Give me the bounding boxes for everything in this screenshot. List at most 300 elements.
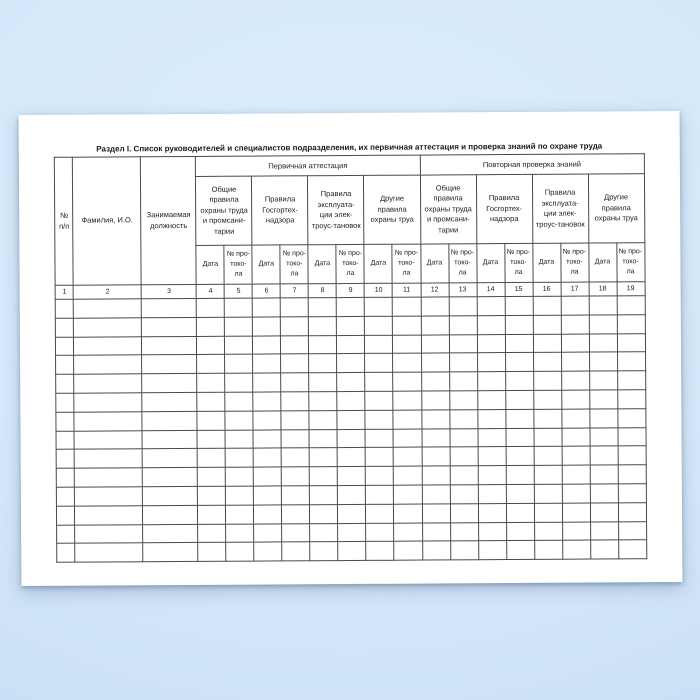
empty-cell xyxy=(478,485,506,504)
empty-cell xyxy=(143,505,198,524)
empty-cell xyxy=(617,333,645,352)
empty-cell xyxy=(366,485,394,504)
empty-cell xyxy=(393,353,421,372)
subheader-protocol-number: № про- токо- ла xyxy=(336,244,364,283)
empty-cell xyxy=(533,409,561,428)
empty-cell xyxy=(198,486,226,505)
empty-cell xyxy=(589,352,617,371)
empty-cell xyxy=(450,428,478,447)
empty-cell xyxy=(365,429,393,448)
empty-cell xyxy=(365,335,393,354)
empty-cell xyxy=(562,428,590,447)
empty-cell xyxy=(617,314,645,333)
category-header-gosgortekh: Правила Госгортех- надзора xyxy=(476,174,532,243)
empty-cell xyxy=(589,296,617,315)
empty-cell xyxy=(226,505,254,524)
empty-cell xyxy=(338,523,366,542)
empty-cell xyxy=(450,503,478,522)
subheader-protocol-number: № про- токо- ла xyxy=(616,243,644,282)
empty-cell xyxy=(505,390,533,409)
empty-cell xyxy=(143,468,198,487)
paper-sheet xyxy=(19,111,683,586)
empty-cell xyxy=(449,391,477,410)
empty-cell xyxy=(590,427,618,446)
empty-cell xyxy=(562,522,590,541)
empty-cell xyxy=(421,297,449,316)
empty-cell xyxy=(617,296,645,315)
empty-cell xyxy=(366,542,394,561)
empty-cell xyxy=(142,392,197,411)
column-header-surname: Фамилия, И.О. xyxy=(73,157,142,285)
empty-cell xyxy=(226,467,254,486)
empty-cell xyxy=(618,521,646,540)
empty-cell xyxy=(562,484,590,503)
empty-cell xyxy=(281,335,309,354)
subheader-protocol-number: № про- токо- ла xyxy=(280,245,308,284)
empty-cell xyxy=(282,467,310,486)
subheader-date: Дата xyxy=(476,244,504,283)
empty-cell xyxy=(505,315,533,334)
empty-cell xyxy=(226,524,254,543)
empty-cell xyxy=(366,504,394,523)
empty-cell xyxy=(197,430,225,449)
subheader-date: Дата xyxy=(196,245,224,284)
empty-cell xyxy=(74,318,142,337)
empty-cell xyxy=(449,334,477,353)
empty-cell xyxy=(75,449,143,468)
empty-cell xyxy=(422,522,450,541)
empty-cell xyxy=(337,410,365,429)
empty-cell xyxy=(310,504,338,523)
empty-cell xyxy=(57,506,75,525)
column-number-cell: 16 xyxy=(533,282,561,296)
empty-cell xyxy=(422,428,450,447)
empty-cell xyxy=(590,540,618,559)
empty-cell xyxy=(590,503,618,522)
empty-cell xyxy=(56,393,74,412)
empty-cell xyxy=(337,335,365,354)
empty-cell xyxy=(282,542,310,561)
subheader-protocol-number: № про- токо- ла xyxy=(504,243,532,282)
empty-cell xyxy=(617,371,645,390)
empty-cell xyxy=(310,467,338,486)
empty-cell xyxy=(142,374,197,393)
column-header-position: Занимаемая должность xyxy=(141,156,197,284)
empty-cell xyxy=(338,485,366,504)
empty-cell xyxy=(337,316,365,335)
empty-cell xyxy=(143,449,198,468)
empty-cell xyxy=(309,298,337,317)
empty-cell xyxy=(253,336,281,355)
empty-cell xyxy=(143,486,198,505)
category-header-other-rules: Другие правила охраны труа xyxy=(588,174,644,243)
empty-cell xyxy=(534,541,562,560)
column-number-cell: 2 xyxy=(74,285,142,299)
empty-cell xyxy=(225,373,253,392)
empty-cell xyxy=(309,335,337,354)
empty-cell xyxy=(533,315,561,334)
column-number-cell: 12 xyxy=(421,283,449,297)
empty-cell xyxy=(533,353,561,372)
empty-cell xyxy=(422,541,450,560)
empty-cell xyxy=(506,541,534,560)
group-header-repeat-check: Повторная проверка знаний xyxy=(420,154,644,175)
category-header-gosgortekh: Правила Госгортех- надзора xyxy=(252,176,308,245)
empty-cell xyxy=(310,486,338,505)
column-number-cell: 6 xyxy=(253,284,281,298)
empty-cell xyxy=(74,374,142,393)
empty-cell xyxy=(253,298,281,317)
empty-cell xyxy=(142,411,197,430)
empty-cell xyxy=(421,316,449,335)
empty-cell xyxy=(337,373,365,392)
subheader-date: Дата xyxy=(588,243,616,282)
column-number-cell: 18 xyxy=(589,282,617,296)
empty-cell xyxy=(562,446,590,465)
empty-cell xyxy=(254,467,282,486)
empty-cell xyxy=(75,524,143,543)
empty-cell xyxy=(366,448,394,467)
empty-cell xyxy=(477,353,505,372)
empty-cell xyxy=(366,466,394,485)
empty-cell xyxy=(337,429,365,448)
empty-cell xyxy=(142,430,197,449)
empty-cell xyxy=(506,522,534,541)
empty-cell xyxy=(618,502,646,521)
empty-cell xyxy=(617,390,645,409)
empty-cell xyxy=(394,447,422,466)
empty-cell xyxy=(197,373,225,392)
empty-cell xyxy=(450,541,478,560)
empty-cell xyxy=(281,354,309,373)
empty-cell xyxy=(394,466,422,485)
empty-cell xyxy=(589,315,617,334)
empty-cell xyxy=(254,486,282,505)
empty-cell xyxy=(310,542,338,561)
empty-cell xyxy=(477,391,505,410)
empty-cell xyxy=(421,410,449,429)
empty-cell xyxy=(281,392,309,411)
column-number-cell: 14 xyxy=(477,283,505,297)
column-number-cell: 11 xyxy=(393,283,421,297)
empty-cell xyxy=(254,448,282,467)
empty-cell xyxy=(421,372,449,391)
column-number-cell: 7 xyxy=(281,284,309,298)
empty-cell xyxy=(366,523,394,542)
empty-cell xyxy=(142,298,197,317)
empty-cell xyxy=(74,355,142,374)
empty-cell xyxy=(253,430,281,449)
column-number-cell: 8 xyxy=(309,284,337,298)
empty-cell xyxy=(505,372,533,391)
empty-cell xyxy=(561,334,589,353)
empty-cell xyxy=(477,334,505,353)
empty-cell xyxy=(309,354,337,373)
empty-cell xyxy=(142,355,197,374)
empty-cell xyxy=(56,299,74,318)
empty-cell xyxy=(253,354,281,373)
empty-cell xyxy=(478,428,506,447)
empty-cell xyxy=(74,393,142,412)
empty-cell xyxy=(56,412,74,431)
empty-cell xyxy=(337,297,365,316)
empty-cell xyxy=(198,505,226,524)
empty-cell xyxy=(393,297,421,316)
empty-cell xyxy=(309,316,337,335)
column-number-cell: 3 xyxy=(142,284,197,298)
empty-cell xyxy=(75,468,143,487)
empty-cell xyxy=(225,430,253,449)
empty-cell xyxy=(617,352,645,371)
empty-cell xyxy=(309,410,337,429)
empty-cell xyxy=(394,541,422,560)
empty-cell xyxy=(449,297,477,316)
empty-cell xyxy=(365,372,393,391)
empty-cell xyxy=(505,296,533,315)
empty-cell xyxy=(57,468,75,487)
subheader-protocol-number: № про- токо- ла xyxy=(224,245,252,284)
empty-cell xyxy=(394,485,422,504)
empty-cell xyxy=(589,390,617,409)
category-header-general-rules: Общие правила охраны труда и промсани- тарии xyxy=(196,176,252,245)
document-title: Раздел I. Список руководителей и специалистов подразделения, их первичная аттестация и проверка знаний по охране труда xyxy=(96,141,603,154)
group-header-primary-attestation: Первичная аттестация xyxy=(196,155,420,176)
empty-cell xyxy=(253,317,281,336)
empty-cell xyxy=(449,316,477,335)
empty-cell xyxy=(478,541,506,560)
empty-cell xyxy=(394,504,422,523)
empty-cell xyxy=(450,447,478,466)
empty-cell xyxy=(281,411,309,430)
empty-cell xyxy=(506,447,534,466)
subheader-date: Дата xyxy=(532,243,560,282)
empty-cell xyxy=(254,542,282,561)
column-number-cell: 13 xyxy=(449,283,477,297)
empty-cell xyxy=(197,336,225,355)
subheader-date: Дата xyxy=(252,245,280,284)
empty-cell xyxy=(618,446,646,465)
empty-cell xyxy=(506,428,534,447)
subheader-protocol-number: № про- токо- ла xyxy=(448,244,476,283)
empty-cell xyxy=(198,449,226,468)
empty-cell xyxy=(533,390,561,409)
empty-cell xyxy=(422,485,450,504)
empty-cell xyxy=(225,354,253,373)
empty-cell xyxy=(198,543,226,562)
empty-cell xyxy=(142,317,197,336)
empty-cell xyxy=(617,408,645,427)
empty-cell xyxy=(143,543,198,562)
empty-cell xyxy=(589,371,617,390)
empty-cell xyxy=(562,540,590,559)
empty-cell xyxy=(478,447,506,466)
empty-cell xyxy=(281,373,309,392)
empty-cell xyxy=(225,317,253,336)
subheader-date: Дата xyxy=(420,244,448,283)
empty-cell xyxy=(281,429,309,448)
empty-cell xyxy=(506,466,534,485)
empty-cell xyxy=(56,431,74,450)
empty-cell xyxy=(394,523,422,542)
empty-cell xyxy=(254,523,282,542)
empty-cell xyxy=(337,391,365,410)
empty-cell xyxy=(449,372,477,391)
empty-cell xyxy=(477,315,505,334)
empty-cell xyxy=(561,315,589,334)
empty-cell xyxy=(309,373,337,392)
empty-cell xyxy=(421,391,449,410)
data-row xyxy=(57,540,646,562)
column-number-cell: 17 xyxy=(561,282,589,296)
empty-cell xyxy=(393,316,421,335)
column-number-cell: 10 xyxy=(365,283,393,297)
empty-cell xyxy=(534,484,562,503)
column-number-cell: 15 xyxy=(505,282,533,296)
empty-cell xyxy=(590,446,618,465)
empty-cell xyxy=(75,487,143,506)
empty-cell xyxy=(74,430,142,449)
empty-cell xyxy=(338,467,366,486)
empty-cell xyxy=(57,544,75,563)
empty-cell xyxy=(143,524,198,543)
empty-cell xyxy=(590,484,618,503)
empty-cell xyxy=(282,448,310,467)
empty-cell xyxy=(422,466,450,485)
empty-cell xyxy=(226,486,254,505)
empty-cell xyxy=(197,392,225,411)
empty-cell xyxy=(393,429,421,448)
empty-cell xyxy=(365,354,393,373)
empty-cell xyxy=(505,334,533,353)
empty-cell xyxy=(561,296,589,315)
attestation-table xyxy=(54,153,647,563)
empty-cell xyxy=(338,504,366,523)
empty-cell xyxy=(253,411,281,430)
empty-cell xyxy=(75,543,143,562)
empty-cell xyxy=(365,297,393,316)
empty-cell xyxy=(225,411,253,430)
empty-cell xyxy=(562,465,590,484)
empty-cell xyxy=(337,354,365,373)
empty-cell xyxy=(422,447,450,466)
empty-cell xyxy=(477,409,505,428)
empty-cell xyxy=(57,525,75,544)
empty-cell xyxy=(254,505,282,524)
empty-cell xyxy=(589,333,617,352)
empty-cell xyxy=(282,486,310,505)
empty-cell xyxy=(561,371,589,390)
empty-cell xyxy=(253,373,281,392)
empty-cell xyxy=(618,540,646,559)
category-header-electrical: Правила эксплуата- ции элек- троус-тановок xyxy=(532,174,588,243)
empty-cell xyxy=(450,522,478,541)
empty-cell xyxy=(618,465,646,484)
empty-cell xyxy=(449,410,477,429)
empty-cell xyxy=(506,503,534,522)
empty-cell xyxy=(393,391,421,410)
empty-cell xyxy=(561,352,589,371)
empty-cell xyxy=(225,392,253,411)
empty-cell xyxy=(309,392,337,411)
column-header-number: № п/п xyxy=(55,157,74,285)
empty-cell xyxy=(618,427,646,446)
empty-cell xyxy=(225,336,253,355)
empty-cell xyxy=(142,336,197,355)
empty-cell xyxy=(338,542,366,561)
empty-cell xyxy=(365,410,393,429)
empty-cell xyxy=(56,318,74,337)
subheader-protocol-number: № про- токо- ла xyxy=(560,243,588,282)
empty-cell xyxy=(310,523,338,542)
empty-cell xyxy=(226,542,254,561)
empty-cell xyxy=(393,372,421,391)
column-number-cell: 19 xyxy=(617,282,645,296)
empty-cell xyxy=(225,298,253,317)
empty-cell xyxy=(393,410,421,429)
category-header-general-rules: Общие правила охраны труда и промсани- тарии xyxy=(420,175,476,244)
empty-cell xyxy=(74,412,142,431)
empty-cell xyxy=(253,392,281,411)
empty-cell xyxy=(534,447,562,466)
empty-cell xyxy=(198,524,226,543)
empty-cell xyxy=(56,337,74,356)
subheader-date: Дата xyxy=(308,245,336,284)
subheader-date: Дата xyxy=(364,244,392,283)
empty-cell xyxy=(198,467,226,486)
empty-cell xyxy=(450,466,478,485)
empty-cell xyxy=(478,522,506,541)
empty-cell xyxy=(590,465,618,484)
empty-cell xyxy=(56,356,74,375)
empty-cell xyxy=(478,503,506,522)
empty-cell xyxy=(478,466,506,485)
empty-cell xyxy=(57,450,75,469)
empty-cell xyxy=(421,353,449,372)
empty-cell xyxy=(197,411,225,430)
empty-cell xyxy=(309,429,337,448)
empty-cell xyxy=(282,505,310,524)
empty-cell xyxy=(561,409,589,428)
empty-cell xyxy=(421,334,449,353)
empty-cell xyxy=(57,487,75,506)
empty-cell xyxy=(197,298,225,317)
empty-cell xyxy=(281,317,309,336)
empty-cell xyxy=(310,448,338,467)
empty-cell xyxy=(281,298,309,317)
empty-cell xyxy=(226,448,254,467)
column-number-cell: 9 xyxy=(337,283,365,297)
empty-cell xyxy=(477,372,505,391)
category-header-electrical: Правила эксплуата- ции элек- троус-тановок xyxy=(308,175,364,244)
empty-cell xyxy=(506,484,534,503)
empty-cell xyxy=(74,299,142,318)
empty-cell xyxy=(56,374,74,393)
empty-cell xyxy=(197,317,225,336)
column-number-cell: 1 xyxy=(56,285,74,299)
empty-cell xyxy=(197,355,225,374)
subheader-protocol-number: № про- токо- ла xyxy=(392,244,420,283)
empty-cell xyxy=(338,448,366,467)
empty-cell xyxy=(533,334,561,353)
empty-cell xyxy=(365,316,393,335)
empty-cell xyxy=(74,336,142,355)
empty-cell xyxy=(533,296,561,315)
empty-cell xyxy=(505,409,533,428)
empty-cell xyxy=(534,428,562,447)
empty-cell xyxy=(505,353,533,372)
empty-cell xyxy=(618,484,646,503)
empty-cell xyxy=(393,335,421,354)
